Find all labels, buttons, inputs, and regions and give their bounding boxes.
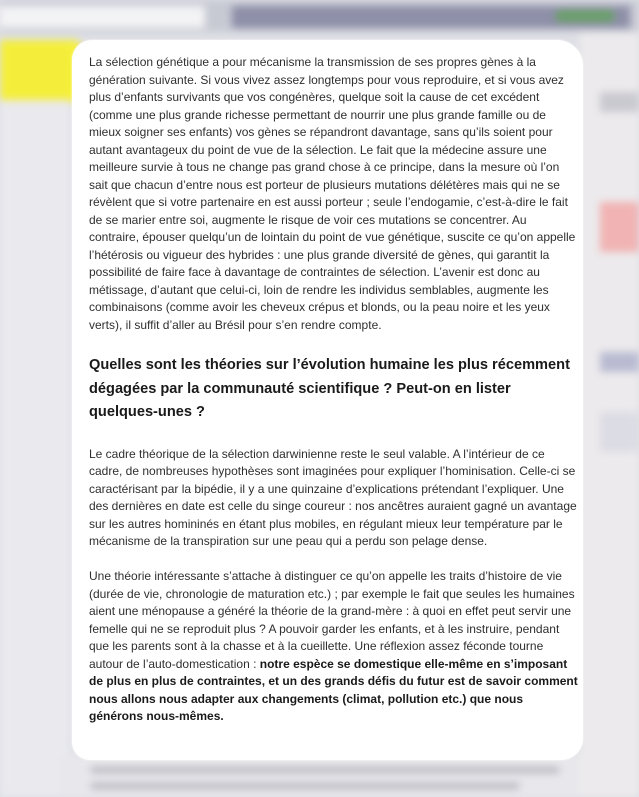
blurred-top-bar <box>0 0 639 32</box>
blurred-sidebar-block <box>600 412 639 452</box>
blurred-sidebar-ad <box>600 202 639 252</box>
blurred-left-margin <box>0 100 70 797</box>
blurred-sidebar-block <box>600 352 639 372</box>
blurred-search-area <box>0 6 205 28</box>
paragraph-3-text: Une théorie intéressante s’attache à distinguer ce qu’on appelle les traits d’histoire de vie (durée de vie, chronologie de maturation etc.) ; par exemple le fait que seules les humaines aient une ménopause a généré la théorie de la grand-mère : à quoi en effet peut servir une femelle qui ne se reproduit plus ? A pouvoir garder les enfants, et à les instruire, pendant que les parents sont à la chasse et à la cueillette. Une réflexion assez féconde tourne autour de l’auto-domestication : <box>89 569 575 671</box>
article-body <box>89 54 579 726</box>
blurred-sidebar-block <box>600 92 639 112</box>
blurred-right-sidebar <box>580 32 639 797</box>
yellow-highlight-mark <box>0 40 78 100</box>
blurred-following-text <box>60 755 580 797</box>
article-paragraph-3 <box>89 568 579 726</box>
blurred-status-badge <box>555 10 615 22</box>
question-heading: Quelles sont les théories sur l’évolution humaine les plus récemment dégagées par la communauté scientifique ? Peut-on en lister quelques-unes ? <box>89 357 570 420</box>
article-paragraph-2: Le cadre théorique de la sélection darwinienne reste le seul valable. A l’intérieur de ce cadre, de nombreuses hypothèses sont imaginées pour expliquer l’hominisation. Celle-ci se caractérisant par la bipédie, il y a une quinzaine d’explications prétendant l’expliquer. Une des dernières en date est celle du singe coureur : nos ancêtres auraient gagné un avantage sur les autres homininés en étant plus mobiles, en régulant mieux leur température par le mécanisme de la transpiration sur une peau qui a perdu son pelage dense. <box>89 446 577 548</box>
paragraph-3-bold-text: notre espèce se domestique elle-même en s’imposant de plus en plus de contraintes, et un des grands défis du futur est de savoir comment nous allons nous adapter aux changements (climat, pollution etc.) que nous générons nous-mêmes. <box>89 656 578 723</box>
article-paragraph-1: La sélection génétique a pour mécanisme la transmission de ses propres gènes à la génération suivante. Si vous vivez assez longtemps pour vous reproduire, et si vous avez plus d’enfants survivants que vos congénères, quelque soit la cause de cet excédent (comme une plus grande richesse permettant de nourrir une plus grande famille ou de mieux soigner ses enfants) vos gènes se répandront davantage, sans qu’ils soient pour autant avantageux du point de vue de la sélection. Le fait que la médecine assure une meilleure survie à tous ne change pas grand chose à ce principe, dans la mesure où l’on sait que chacun d’entre nous est porteur de plusieurs mutations délétères mais qui ne se révèlent que si votre partenaire en est aussi porteur ; seule l’endogamie, c’est-à-dire le fait de se marier entre soi, augmente le risque de voir ces mutations se concentrer. Au contraire, épouser quelqu’un de lointain du point de vue génétique, suscite ce qu’on appelle l’hétérosis ou vigueur des hybrides : une plus grande diversité de gènes, qui garantit la possibilité de faire face à davantage de contraintes de sélection. L’avenir est donc au métissage, d’autant que celui-ci, loin de rendre les individus semblables, augmente les combinaisons (comme avoir les cheveux crépus et blonds, ou la peau noire et les yeux verts), il suffit d’aller au Brésil pour s’en rendre compte. <box>89 55 576 332</box>
